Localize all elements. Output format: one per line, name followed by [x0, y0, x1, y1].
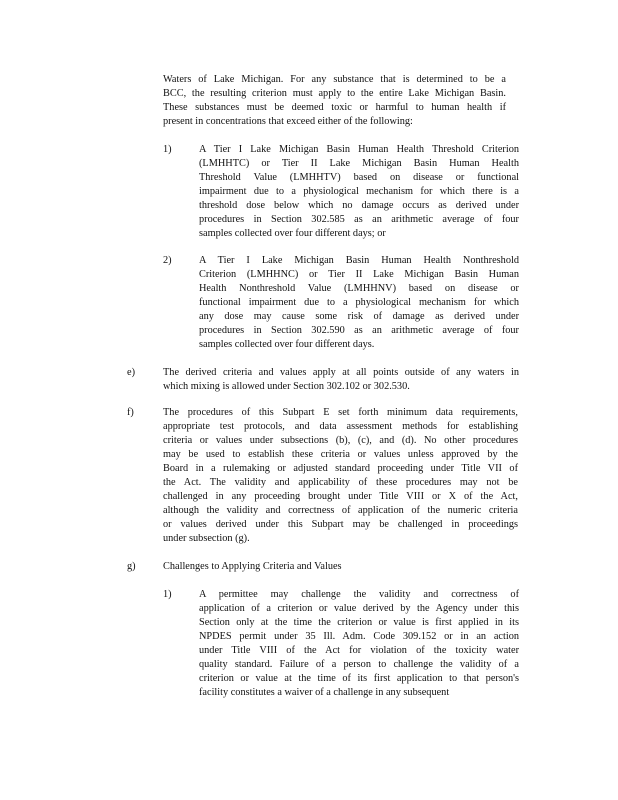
text-line: appropriate test protocols, and data assessment methods for establishing	[163, 421, 518, 432]
section-e-paragraph	[163, 366, 519, 394]
text-line: Waters of Lake Michigan. For any substance that is determined to be a	[163, 74, 506, 85]
text-line: which mixing is allowed under Section 302.102 or 302.530.	[163, 381, 410, 392]
text-line: the Act. The validity and applicability of these procedures may not be	[163, 477, 518, 488]
text-line: samples collected over four different days; or	[199, 228, 386, 239]
text-line: These substances must be deemed toxic or harmful to human health if	[163, 102, 506, 113]
item-1-paragraph	[199, 143, 519, 241]
item-2-marker: 2)	[163, 255, 172, 266]
text-line: criterion or value at the time of its first application to that person's	[199, 673, 519, 684]
text-line: criteria or values under subsections (b), (c), and (d). No other procedures	[163, 435, 518, 446]
text-line: facility constitutes a waiver of a challenge in any subsequent	[199, 687, 450, 698]
text-line: (LMHHTC) or Tier II Lake Michigan Basin Human Health	[199, 158, 519, 169]
text-line: any dose may cause some risk of damage as derived under	[199, 311, 519, 322]
text-line: The derived criteria and values apply at all points outside of any waters in	[163, 367, 519, 378]
text-line: or values derived under this Subpart may be challenged in proceedings	[163, 519, 518, 530]
text-line: Health Nonthreshold Value (LMHHNV) based on disease or	[199, 283, 519, 294]
text-line: functional impairment due to a physiological mechanism for which	[199, 297, 519, 308]
text-line: procedures in Section 302.585 as an arithmetic average of four	[199, 214, 519, 225]
text-line: threshold dose below which no damage occurs as derived under	[199, 200, 519, 211]
section-e-marker: e)	[127, 367, 135, 378]
section-g-marker: g)	[127, 561, 136, 572]
text-line: quality standard. Failure of a person to challenge the validity of a	[199, 659, 519, 670]
text-line: impairment due to a physiological mechanism for which there is a	[199, 186, 519, 197]
text-line: samples collected over four different days.	[199, 339, 375, 350]
text-line: Board in a rulemaking or adjusted standard proceeding under Title VII of	[163, 463, 518, 474]
text-line: A Tier I Lake Michigan Basin Human Health Threshold Criterion	[199, 144, 519, 155]
item-1-marker: 1)	[163, 144, 172, 155]
text-line: challenged in any proceeding brought under Title VIII or X of the Act,	[163, 491, 518, 502]
section-g-item-1-marker: 1)	[163, 589, 172, 600]
section-g-item-1-paragraph	[199, 588, 519, 700]
section-f-paragraph	[163, 406, 518, 546]
item-2-paragraph	[199, 254, 519, 352]
section-f-marker: f)	[127, 407, 134, 418]
text-line: may be used to establish these criteria or values unless approved by the	[163, 449, 518, 460]
text-line: A permittee may challenge the validity and correctness of	[199, 589, 519, 600]
text-line: NPDES permit under 35 Ill. Adm. Code 309.152 or in an action	[199, 631, 519, 642]
text-line: Criterion (LMHHNC) or Tier II Lake Michigan Basin Human	[199, 269, 519, 280]
intro-paragraph	[163, 73, 506, 129]
text-line: Threshold Value (LMHHTV) based on disease or functional	[199, 172, 519, 183]
text-line: A Tier I Lake Michigan Basin Human Health Nonthreshold	[199, 255, 519, 266]
text-line: procedures in Section 302.590 as an arithmetic average of four	[199, 325, 519, 336]
text-line: application of a criterion or value derived by the Agency under this	[199, 603, 519, 614]
text-line: The procedures of this Subpart E set forth minimum data requirements,	[163, 407, 518, 418]
text-line: BCC, the resulting criterion must apply to the entire Lake Michigan Basin.	[163, 88, 506, 99]
text-line: present in concentrations that exceed either of the following:	[163, 116, 413, 127]
section-g-heading: Challenges to Applying Criteria and Values	[163, 561, 342, 572]
text-line: under subsection (g).	[163, 533, 250, 544]
text-line: although the validity and correctness of application of the numeric criteria	[163, 505, 518, 516]
text-line: under Title VIII of the Act for violation of the toxicity water	[199, 645, 519, 656]
text-line: Section only at the time the criterion or value is first applied in its	[199, 617, 519, 628]
